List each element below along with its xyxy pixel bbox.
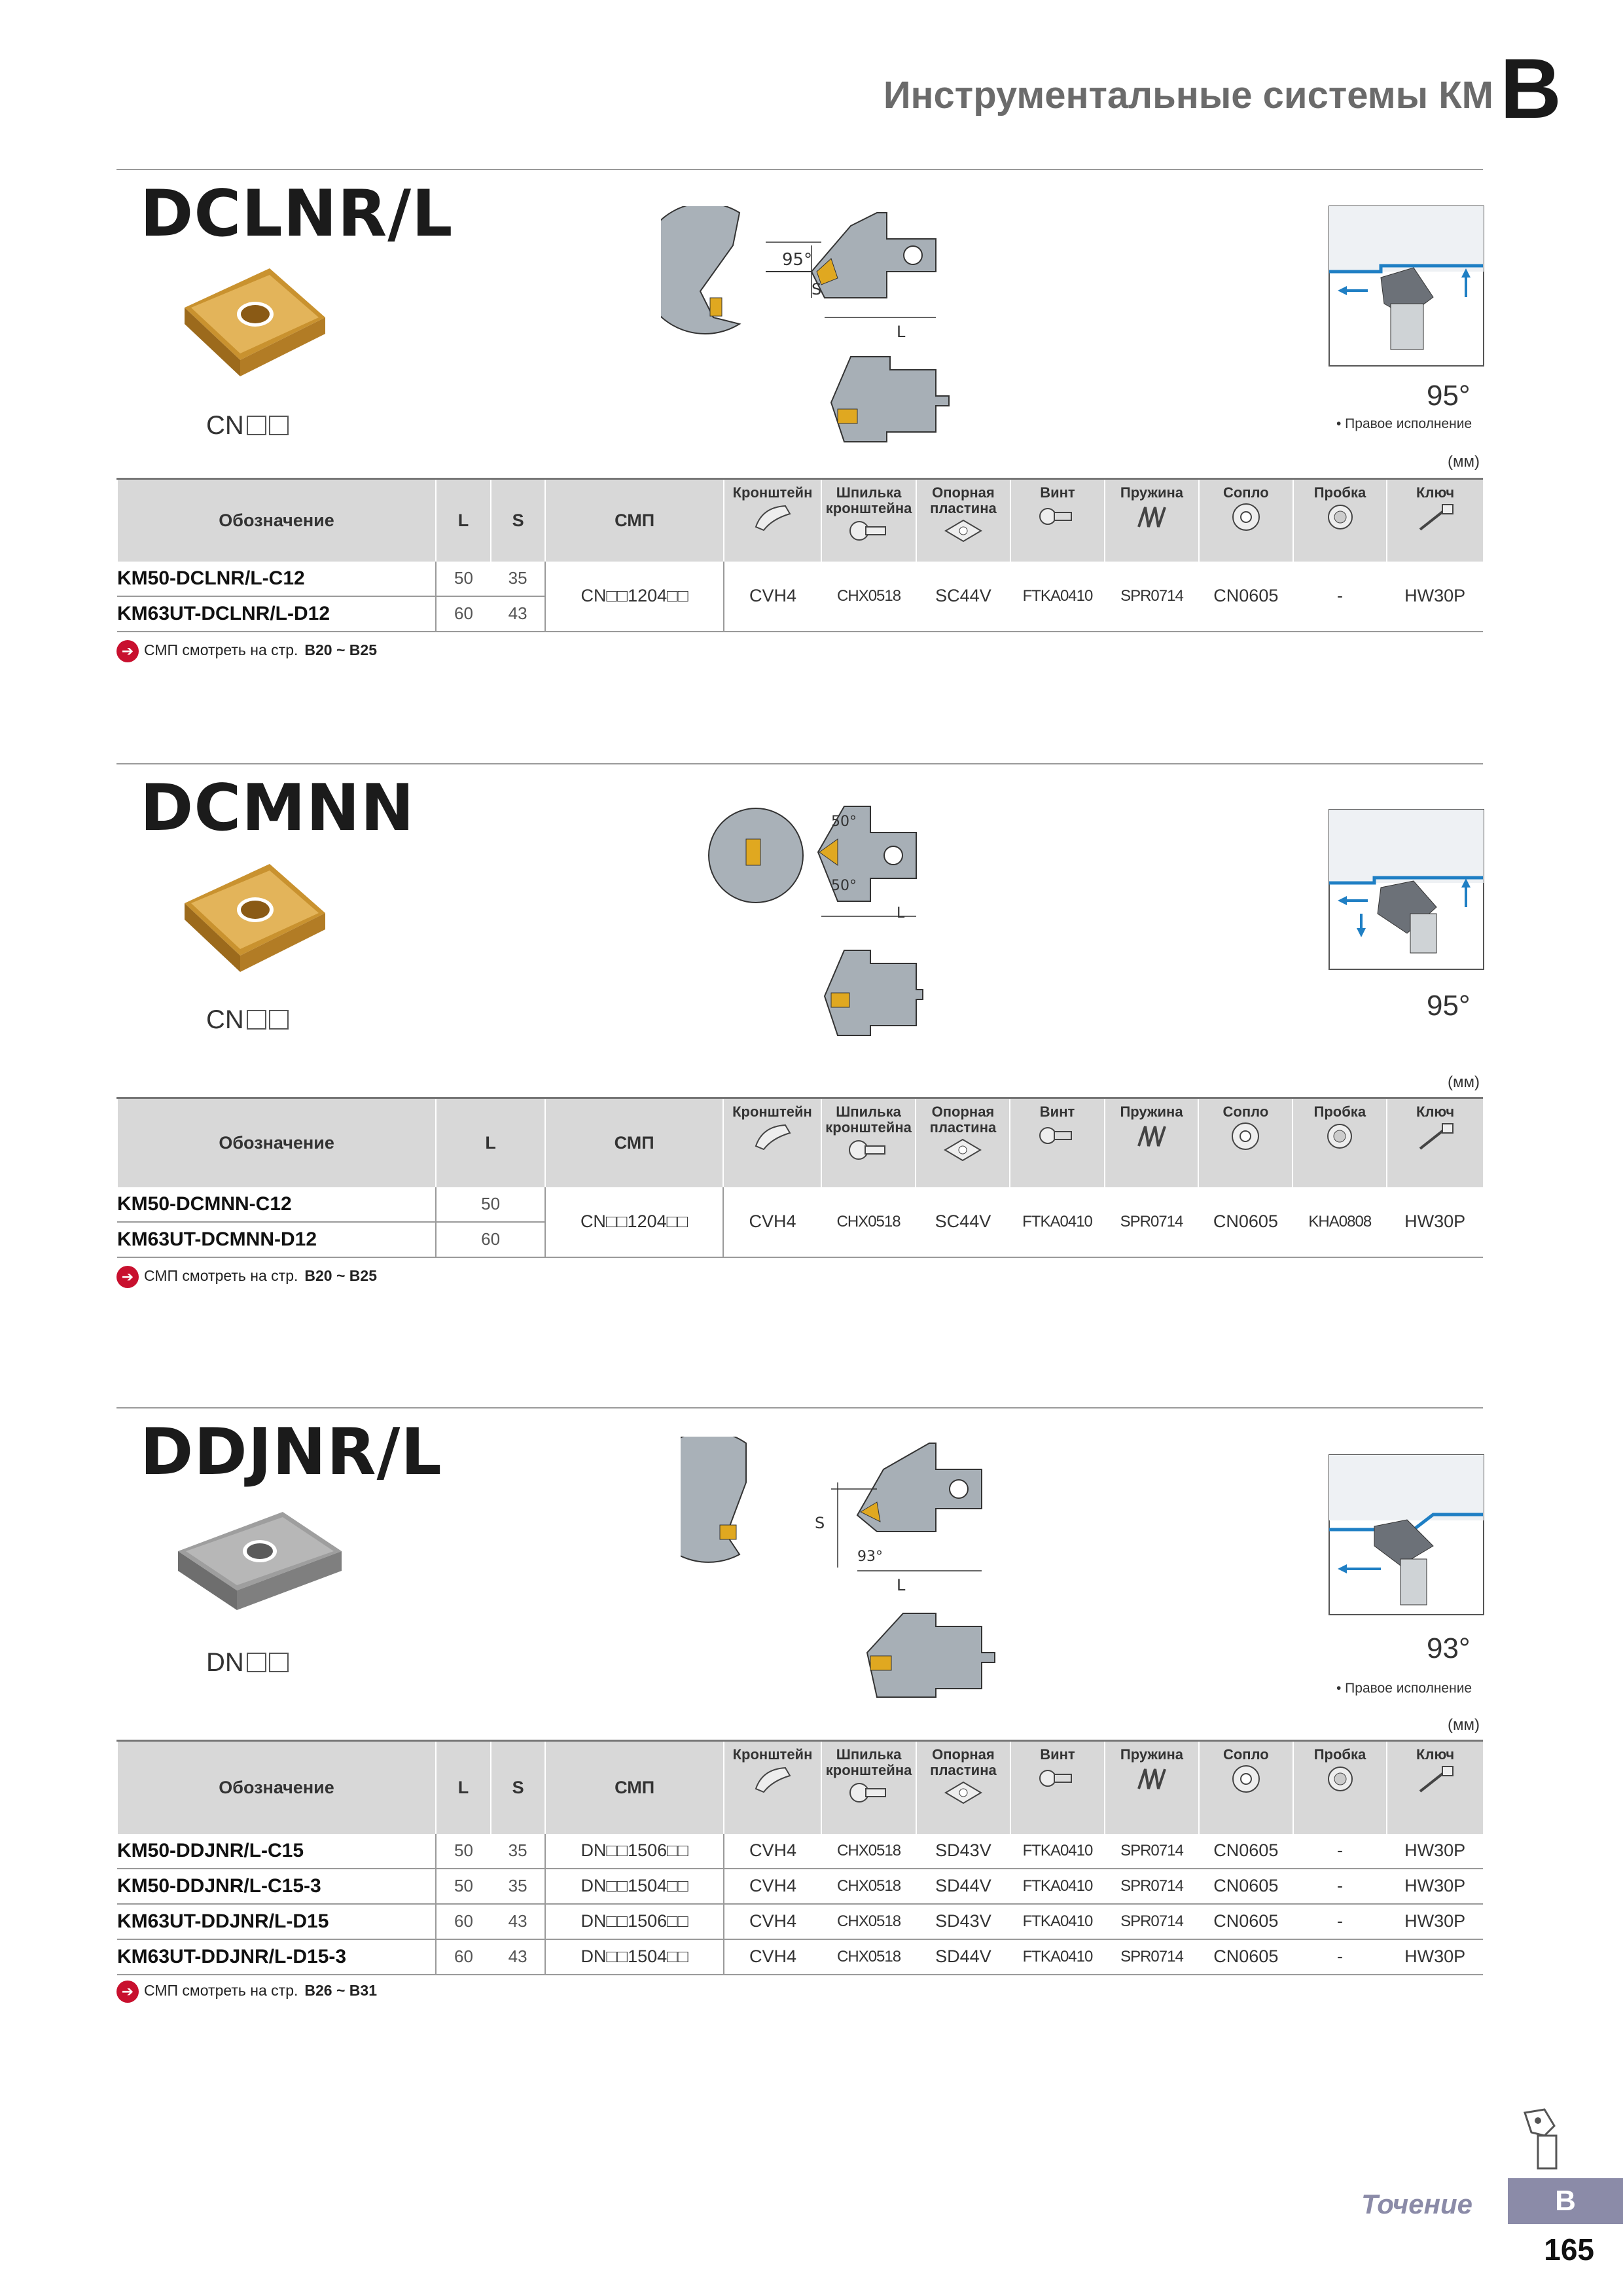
cn-insert-image — [171, 857, 335, 988]
insert-cell: DN□□1504□□ — [545, 1939, 723, 1975]
designation-cell: KM63UT-DCLNR/L-D12 — [117, 596, 436, 632]
dim-angle-bottom: 50° — [831, 878, 857, 894]
arrow-icon: ➔ — [116, 640, 139, 662]
nozzle-cell: CN0605 — [1199, 1904, 1293, 1939]
s-cell: 35 — [491, 1869, 546, 1904]
table-row — [117, 1869, 1483, 1904]
col-s: S — [491, 479, 546, 562]
bracket-pin-cell: CHX0518 — [821, 1834, 916, 1869]
insert-reference: ➔ СМП смотреть на стр. B20 ~ B25 — [116, 1266, 377, 1288]
col-designation: Обозначение — [117, 1741, 436, 1834]
page-number: 165 — [1544, 2233, 1594, 2267]
col-key: Ключ — [1387, 1741, 1483, 1834]
key-cell: HW30P — [1387, 1869, 1483, 1904]
key-cell: HW30P — [1387, 1904, 1483, 1939]
designation-cell: KM63UT-DDJNR/L-D15-3 — [117, 1939, 436, 1975]
key-icon — [1412, 501, 1458, 533]
nozzle-icon — [1223, 1763, 1269, 1795]
dn-insert-image — [171, 1505, 348, 1630]
dim-s-label: S — [812, 280, 822, 298]
shim-cell: SD43V — [916, 1834, 1010, 1869]
col-nozzle: Сопло — [1199, 1741, 1293, 1834]
col-nozzle: Сопло — [1198, 1098, 1293, 1187]
nozzle-cell: CN0605 — [1199, 1869, 1293, 1904]
l-cell: 60 — [436, 596, 491, 632]
dim-s-label: S — [815, 1514, 825, 1532]
screw-cell: FTKA0410 — [1010, 1904, 1105, 1939]
col-s: S — [491, 1741, 546, 1834]
nozzle-icon — [1222, 1120, 1268, 1153]
section-letter: B — [1500, 41, 1561, 136]
spring-cell: SPR0714 — [1105, 1939, 1199, 1975]
section-title: DDJNR/L — [140, 1415, 442, 1490]
spec-table-ddjnr — [116, 1740, 1483, 1975]
designation-cell: KM63UT-DCMNN-D12 — [117, 1222, 436, 1257]
bracket-cell: CVH4 — [724, 562, 821, 632]
pin-icon — [846, 1136, 891, 1164]
col-key: Ключ — [1387, 1098, 1483, 1187]
plug-cell: - — [1293, 1834, 1387, 1869]
table-row — [117, 562, 1483, 596]
footer-section-word: Точение — [1361, 2189, 1472, 2219]
screw-cell: FTKA0410 — [1010, 1834, 1105, 1869]
bracket-pin-cell: CHX0518 — [821, 1869, 916, 1904]
l-cell: 60 — [436, 1904, 491, 1939]
key-cell: HW30P — [1387, 1834, 1483, 1869]
table-row — [117, 1834, 1483, 1869]
machining-direction-diagram — [1329, 1454, 1484, 1615]
col-bracket: Кронштейн — [724, 479, 821, 562]
plug-cell: - — [1293, 1904, 1387, 1939]
insert-cell: DN□□1506□□ — [545, 1834, 723, 1869]
plug-cell: - — [1293, 562, 1387, 632]
machining-direction-diagram — [1329, 206, 1484, 367]
bracket-pin-cell: CHX0518 — [821, 1904, 916, 1939]
bracket-cell: CVH4 — [723, 1187, 821, 1257]
insert-cell: CN□□1204□□ — [545, 562, 723, 632]
col-l: L — [436, 1741, 491, 1834]
shim-cell: SD44V — [916, 1869, 1010, 1904]
unit-label: (мм) — [1448, 1716, 1480, 1734]
bracket-cell: CVH4 — [724, 1904, 821, 1939]
spring-cell: SPR0714 — [1105, 1187, 1199, 1257]
plug-cell: - — [1293, 1939, 1387, 1975]
screw-icon — [1035, 501, 1080, 529]
col-bracket-pin: Шпилька кронштейна — [821, 479, 916, 562]
bracket-cell: CVH4 — [724, 1869, 821, 1904]
col-insert: СМП — [545, 1741, 723, 1834]
nozzle-cell: CN0605 — [1198, 1187, 1293, 1257]
designation-cell: KM50-DCMNN-C12 — [117, 1187, 436, 1222]
s-cell: 43 — [491, 1939, 546, 1975]
designation-cell: KM50-DCLNR/L-C12 — [117, 562, 436, 596]
nozzle-icon — [1223, 501, 1269, 533]
spring-cell: SPR0714 — [1105, 562, 1199, 632]
spring-icon — [1129, 1763, 1175, 1795]
designation-cell: KM63UT-DDJNR/L-D15 — [117, 1904, 436, 1939]
screw-cell: FTKA0410 — [1010, 1187, 1104, 1257]
machining-direction-diagram — [1329, 809, 1484, 970]
cutting-angle: 95° — [1427, 990, 1471, 1022]
col-shim: Опорная пластина — [916, 1741, 1010, 1834]
table-row — [117, 1939, 1483, 1975]
footer-section-tab: B — [1508, 2178, 1623, 2224]
col-designation: Обозначение — [117, 1098, 436, 1187]
key-cell: HW30P — [1387, 1187, 1483, 1257]
shim-cell: SC44V — [916, 562, 1010, 632]
nozzle-cell: CN0605 — [1199, 1939, 1293, 1975]
right-hand-note: • Правое исполнение — [1336, 416, 1472, 431]
bracket-pin-cell: CHX0518 — [821, 562, 916, 632]
pin-icon — [846, 516, 892, 545]
key-icon — [1412, 1763, 1458, 1795]
key-cell: HW30P — [1387, 1939, 1483, 1975]
plug-cell: KHA0808 — [1293, 1187, 1387, 1257]
unit-label: (мм) — [1448, 453, 1480, 471]
bracket-pin-cell: CHX0518 — [821, 1187, 916, 1257]
plug-cell: - — [1293, 1869, 1387, 1904]
screw-cell: FTKA0410 — [1010, 1939, 1105, 1975]
key-icon — [1412, 1120, 1458, 1153]
screw-cell: FTKA0410 — [1010, 1869, 1105, 1904]
designation-cell: KM50-DDJNR/L-C15 — [117, 1834, 436, 1869]
section-title: DCMNN — [140, 771, 415, 846]
col-bracket: Кронштейн — [723, 1098, 821, 1187]
bracket-pin-cell: CHX0518 — [821, 1939, 916, 1975]
col-insert: СМП — [545, 479, 723, 562]
col-plug: Пробка — [1293, 1098, 1387, 1187]
table-row — [117, 1904, 1483, 1939]
dim-l-label: L — [897, 323, 906, 341]
right-hand-note: • Правое исполнение — [1336, 1681, 1472, 1696]
col-spring: Пружина — [1105, 1098, 1199, 1187]
turning-tool-icon — [1518, 2106, 1571, 2172]
plug-icon — [1317, 501, 1363, 533]
l-cell: 50 — [436, 1834, 491, 1869]
section-title: DCLNR/L — [140, 177, 454, 251]
plug-icon — [1317, 1763, 1363, 1795]
col-plug: Пробка — [1293, 1741, 1387, 1834]
col-l: L — [436, 1098, 545, 1187]
spring-cell: SPR0714 — [1105, 1904, 1199, 1939]
l-cell: 50 — [436, 1187, 545, 1222]
col-l: L — [436, 479, 491, 562]
screw-cell: FTKA0410 — [1010, 562, 1105, 632]
screw-icon — [1035, 1120, 1080, 1149]
col-screw: Винт — [1010, 1098, 1104, 1187]
col-screw: Винт — [1010, 1741, 1105, 1834]
insert-reference: ➔ СМП смотреть на стр. B20 ~ B25 — [116, 640, 377, 662]
tool-schematic-drawing — [707, 800, 1034, 1049]
spring-icon — [1129, 501, 1175, 533]
l-cell: 50 — [436, 562, 491, 596]
pin-icon — [846, 1778, 892, 1807]
cn-insert-image — [171, 262, 335, 393]
bracket-icon — [749, 501, 795, 533]
nozzle-cell: CN0605 — [1199, 1834, 1293, 1869]
bracket-cell: CVH4 — [724, 1939, 821, 1975]
shim-icon — [940, 1778, 986, 1807]
col-nozzle: Сопло — [1199, 479, 1293, 562]
bracket-icon — [749, 1120, 795, 1153]
col-screw: Винт — [1010, 479, 1105, 562]
dim-angle-top: 50° — [831, 814, 857, 830]
section-divider — [116, 763, 1483, 764]
col-bracket-pin: Шпилька кронштейна — [821, 1741, 916, 1834]
col-shim: Опорная пластина — [916, 479, 1010, 562]
bracket-icon — [749, 1763, 795, 1795]
section-divider — [116, 169, 1483, 170]
col-spring: Пружина — [1105, 1741, 1199, 1834]
arrow-icon: ➔ — [116, 1266, 139, 1288]
insert-cell: DN□□1506□□ — [545, 1904, 723, 1939]
insert-code-label: DN — [206, 1648, 289, 1677]
insert-cell: CN□□1204□□ — [545, 1187, 723, 1257]
shim-cell: SC44V — [916, 1187, 1010, 1257]
bracket-cell: CVH4 — [724, 1834, 821, 1869]
col-key: Ключ — [1387, 479, 1483, 562]
l-cell: 60 — [436, 1939, 491, 1975]
dim-l-label: L — [897, 1576, 906, 1594]
plug-icon — [1317, 1120, 1363, 1153]
s-cell: 35 — [491, 562, 546, 596]
spec-table-dclnr — [116, 478, 1483, 632]
col-designation: Обозначение — [117, 479, 436, 562]
key-cell: HW30P — [1387, 562, 1483, 632]
spring-cell: SPR0714 — [1105, 1869, 1199, 1904]
insert-code-label: CN — [206, 411, 289, 440]
cutting-angle: 95° — [1427, 380, 1471, 412]
designation-cell: KM50-DDJNR/L-C15-3 — [117, 1869, 436, 1904]
l-cell: 60 — [436, 1222, 545, 1257]
shim-icon — [940, 516, 986, 545]
tool-schematic-drawing — [681, 1437, 1034, 1698]
s-cell: 43 — [491, 596, 546, 632]
shim-icon — [940, 1136, 986, 1164]
page-header-title: Инструментальные системы КМ — [883, 74, 1493, 117]
col-bracket-pin: Шпилька кронштейна — [821, 1098, 916, 1187]
l-cell: 50 — [436, 1869, 491, 1904]
table-row — [117, 1187, 1483, 1222]
nozzle-cell: CN0605 — [1199, 562, 1293, 632]
col-spring: Пружина — [1105, 479, 1199, 562]
section-divider — [116, 1407, 1483, 1408]
col-insert: СМП — [545, 1098, 723, 1187]
s-cell: 35 — [491, 1834, 546, 1869]
spec-table-dcmnn — [116, 1097, 1483, 1258]
col-plug: Пробка — [1293, 479, 1387, 562]
tool-schematic-drawing — [661, 206, 1027, 455]
shim-cell: SD44V — [916, 1939, 1010, 1975]
shim-cell: SD43V — [916, 1904, 1010, 1939]
insert-reference: ➔ СМП смотреть на стр. B26 ~ B31 — [116, 1981, 377, 2003]
unit-label: (мм) — [1448, 1073, 1480, 1091]
col-bracket: Кронштейн — [724, 1741, 821, 1834]
dim-angle-label: 93° — [857, 1549, 883, 1565]
insert-cell: DN□□1504□□ — [545, 1869, 723, 1904]
s-cell: 43 — [491, 1904, 546, 1939]
dim-angle-label: 95° — [782, 250, 813, 270]
insert-code-label: CN — [206, 1005, 289, 1035]
col-shim: Опорная пластина — [916, 1098, 1010, 1187]
dim-l-label: L — [897, 905, 905, 922]
arrow-icon: ➔ — [116, 1981, 139, 2003]
spring-icon — [1129, 1120, 1175, 1153]
screw-icon — [1035, 1763, 1080, 1791]
cutting-angle: 93° — [1427, 1632, 1471, 1664]
spring-cell: SPR0714 — [1105, 1834, 1199, 1869]
